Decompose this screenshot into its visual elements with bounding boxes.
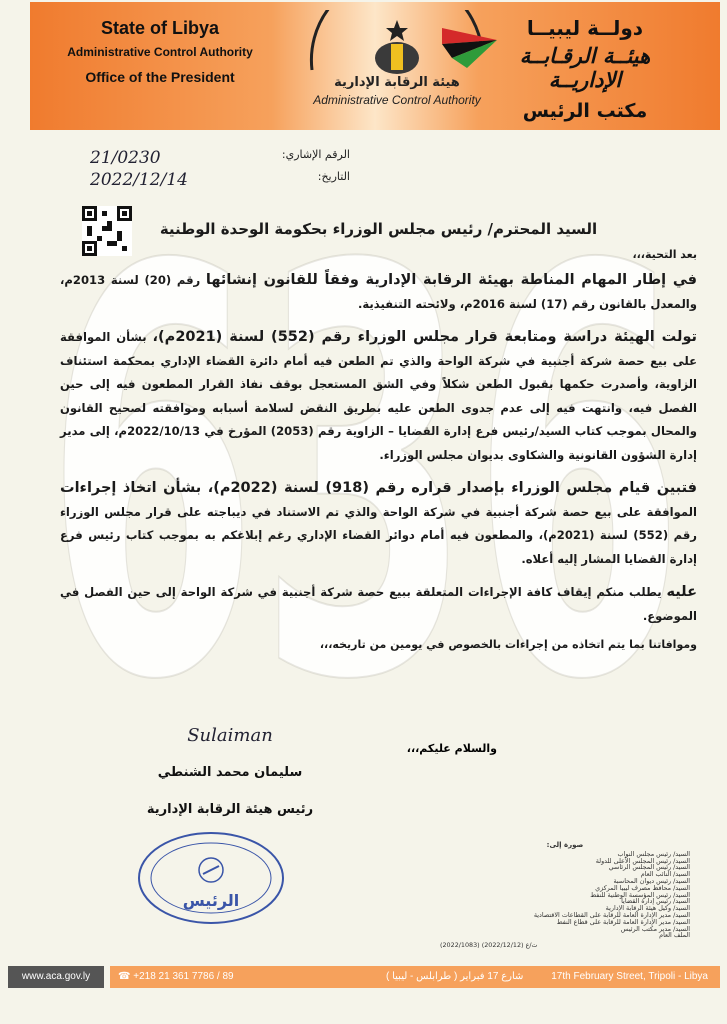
reference-block [90, 148, 350, 198]
office-name-en: Office of the President [85, 69, 235, 85]
cc-item: السيد/ رئيس المجلس الأعلى للدولة [595, 856, 690, 865]
paragraph-4 [60, 581, 697, 628]
cc-item: السيد/ محافظ مصرف ليبيا المركزي [595, 883, 690, 892]
state-name-en: State of Libya [100, 18, 220, 38]
letterhead-arabic [480, 16, 690, 122]
letterhead-banner [30, 2, 720, 130]
signature-block [80, 725, 380, 817]
addressee: السيد المحترم/ رئيس مجلس الوزراء بحكومة الوحدة الوطنية [159, 220, 598, 238]
authority-logo [292, 10, 502, 110]
cc-item: السيد/ مدير الإدارة العامة للرقابة على القطاعات الاقتصادية [533, 910, 690, 919]
footer-address-ar: شارع 17 فبراير ( طرابلس - ليبيا ) [386, 971, 524, 982]
paragraph-2-text: بشأن الموافقة على بيع حصة شركة أجنبية في شركة الواحة والذي تم الطعن فيه أمام دائرة القضاء الإداري بمحكمة استئناف الزاوية، وأصدرت حكمها بقبول الطعن شكلاً وفي الشق المستعجل بوقف نفاذ القرار المطعون فيه إلى حين الفصل فيه، وانتهت فيه إلى عدم جدوى الطعن عليه بطريق النقض لسلامة أسبابه وموافقته لصحيح القانون والمحال بموجب كتاب السيد/رئيس فرع إدارة القضايا – الزاوية رقم (2053) المؤرخ في 2022/10/13م، إلى مدير إدارة الشؤون القانونية والشكاوى بديوان مجلس الوزراء. [60, 330, 697, 462]
date-label: التاريخ: [317, 170, 350, 183]
paragraph-1-lead: في إطار المهام المناطة بهيئة الرقابة الإدارية وفقاً للقانون إنشائها [205, 272, 697, 288]
signature-mark: Sulaiman [187, 725, 273, 746]
logo-text-ar: هيئة الرقابة الإدارية [334, 75, 460, 90]
cc-item: السيد/ رئيس إدارة القضايا [621, 897, 690, 906]
cc-list [440, 842, 690, 949]
authority-name-en: Administrative Control Authority [67, 45, 253, 59]
paragraph-2-lead: تولت الهيئة دراسة ومتابعة قرار مجلس الوزراء رقم (552) لسنة (2021م)، [152, 329, 697, 345]
paragraph-4-text: يطلب منكم إيقاف كافة الإجراءات المتعلقة ببيع حصة شركة أجنبية في شركة الواحة إلى حين الفصل في الموضوع. [60, 585, 697, 623]
closing-request: وموافاتنا بما يتم اتخاذه من إجراءات بالخصوص في يومين من تاريخه،،، [319, 638, 697, 651]
cc-item: السيد/ وكيل هيئة الرقابة الإدارية [605, 904, 690, 913]
reference-number: 21/0230 [90, 148, 161, 168]
paragraph-2 [60, 326, 697, 467]
cc-item: السيد/ النائب العام [640, 870, 690, 879]
footer-phone: ☎ +218 21 361 7786 / 89 [118, 971, 234, 982]
cc-item: الملف العام [659, 931, 690, 940]
cc-item: السيد/ رئيس مجلس النواب [617, 849, 690, 858]
signatory-title: رئيس هيئة الرقابة الإدارية [146, 802, 314, 817]
paragraph-3-text: الموافقة على بيع حصة شركة أجنبية في شركة الواحة والذي تم الاستناد في ديباجته على قرار مجلس الوزراء رقم (552) لسنة (2021م)، والمطعون فيه أمام دوائر القضاء الإداري رغم إبلاغكم به بموجب كتاب رئيس فرع إدارة القضايا المشار إليه أعلاه. [60, 504, 697, 566]
closing-salutation: والسلام عليكم،،، [406, 742, 497, 755]
cc-item: السيد/ رئيس ديوان المحاسبة [613, 876, 690, 885]
cc-item: السيد/ رئيس المجلس الرئاسي [608, 863, 690, 872]
paragraph-3-lead: فتبين قيام مجلس الوزراء بإصدار قراره رقم (918) لسنة (2022م)، بشأن اتخاذ إجراءات [60, 480, 698, 496]
footer-contact-bar [110, 966, 720, 988]
stamp-text: الرئيس [182, 891, 240, 910]
letter-body [60, 212, 697, 657]
logo-text-en: Administrative Control Authority [313, 93, 481, 107]
paragraph-4-lead: عليه [666, 584, 697, 600]
letter-date: 2022/12/14 [90, 170, 188, 190]
footer-address-en: 17th February Street, Tripoli - Libya [551, 971, 708, 982]
authority-name-ar: هيئــة الرقـابــة الإداريــة [519, 44, 651, 92]
watermark-number: 636 [45, 200, 685, 760]
paragraph-1 [60, 269, 697, 316]
paragraph-3 [60, 477, 697, 571]
cc-item: السيد/ مدير مكتب الرئيس [620, 924, 690, 933]
cc-title: صورة إلى: [546, 841, 584, 849]
cc-reference: (2022/1083) (2022/12/12) ت/ع [440, 941, 538, 950]
state-name-ar: دولــة ليبيــا [526, 16, 644, 40]
paragraph-1-text: رقم (20) لسنة 2013م، والمعدل بالقانون رقم (17) لسنة 2016م، ولائحته التنفيذية. [60, 273, 697, 311]
letterhead-english [60, 18, 260, 85]
greeting: بعد التحية،،، [632, 248, 697, 261]
reference-label: الرقم الإشاري: [281, 148, 350, 161]
footer [0, 960, 727, 1000]
official-stamp [136, 830, 286, 926]
cc-item: السيد/ رئيس المؤسسة الوطنية للنفط [590, 890, 690, 899]
footer-website[interactable]: www.aca.gov.ly [8, 966, 104, 988]
office-name-ar: مكتب الرئيس [522, 100, 648, 122]
signatory-name: سليمان محمد الشنطي [157, 765, 303, 780]
cc-item: السيد/ مدير الإدارة العامة للرقابة على قطاع النفط [556, 917, 690, 926]
